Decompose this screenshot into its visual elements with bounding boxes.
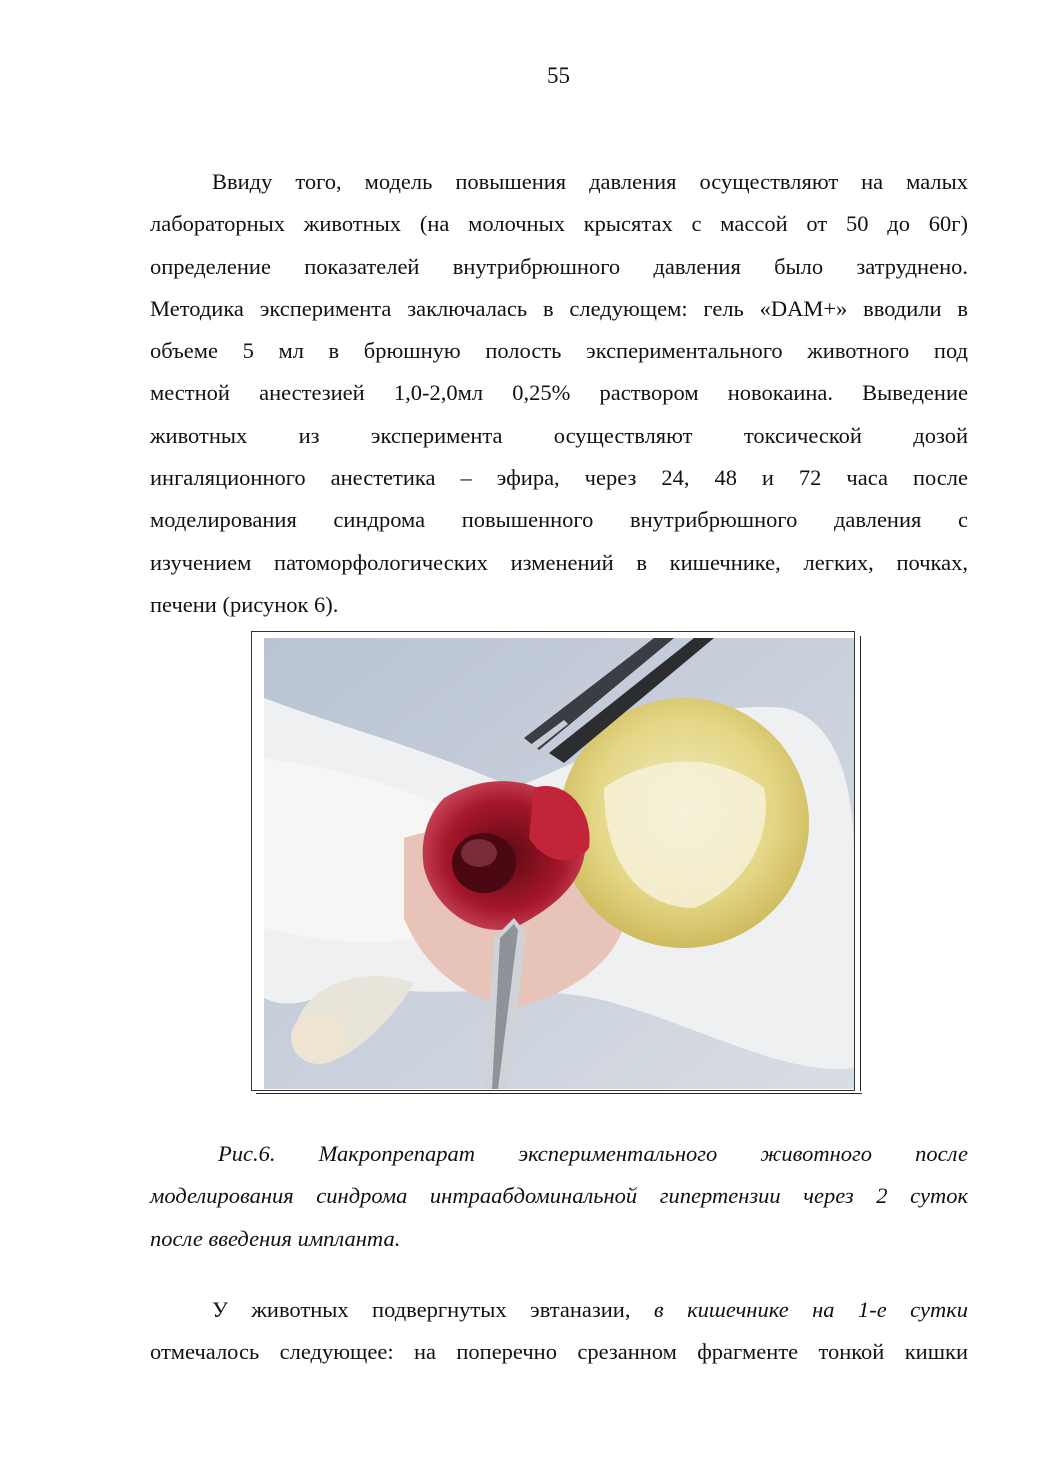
paragraph-line [150,1289,968,1331]
paragraph-line: отмечалось следующее: на поперечно срезанном фрагменте тонкой кишки [150,1339,968,1365]
paragraph-text: У животных подвергнутых эвтаназии, [212,1297,654,1322]
caption-line: после введения импланта. [150,1225,401,1251]
paragraph-line: объеме 5 мл в брюшную полость экспериментального животного под [150,338,968,364]
figure-caption [150,1133,968,1260]
paragraph-line: ингаляционного анестетика – эфира, через 24, 48 и 72 часа после [150,465,968,491]
paragraph-line: моделирования синдрома повышенного внутрибрюшного давления с [150,507,968,533]
paragraph-line: печени (рисунок 6). [150,591,339,617]
paragraph-line: Ввиду того, модель повышения давления осуществляют на малых [212,169,968,194]
figure-frame [251,631,855,1091]
paragraph-1 [150,161,968,626]
paragraph-emphasis: в кишечнике на 1-е сутки [653,1297,968,1322]
paragraph-line: изучением патоморфологических изменений в кишечнике, легких, почках, [150,549,968,575]
paragraph-line: местной анестезией 1,0-2,0мл 0,25% раствором новокаина. Выведение [150,380,968,406]
specimen-photo [264,638,854,1089]
caption-line: моделирования синдрома интраабдоминальной гипертензии через 2 суток [150,1183,968,1209]
page-number: 55 [547,63,570,88]
paragraph-line: животных из эксперимента осуществляют токсической дозой [150,422,968,448]
paragraph-line: лабораторных животных (на молочных крысятах с массой от 50 до 60г) [150,211,968,237]
paragraph-line: Методика эксперимента заключалась в следующем: гель «DAM+» вводили в [150,295,968,321]
paragraph-2 [150,1289,968,1374]
caption-line: Рис.6. Макропрепарат экспериментального животного после [218,1141,968,1166]
paragraph-line: определение показателей внутрибрюшного давления было затруднено. [150,253,968,279]
